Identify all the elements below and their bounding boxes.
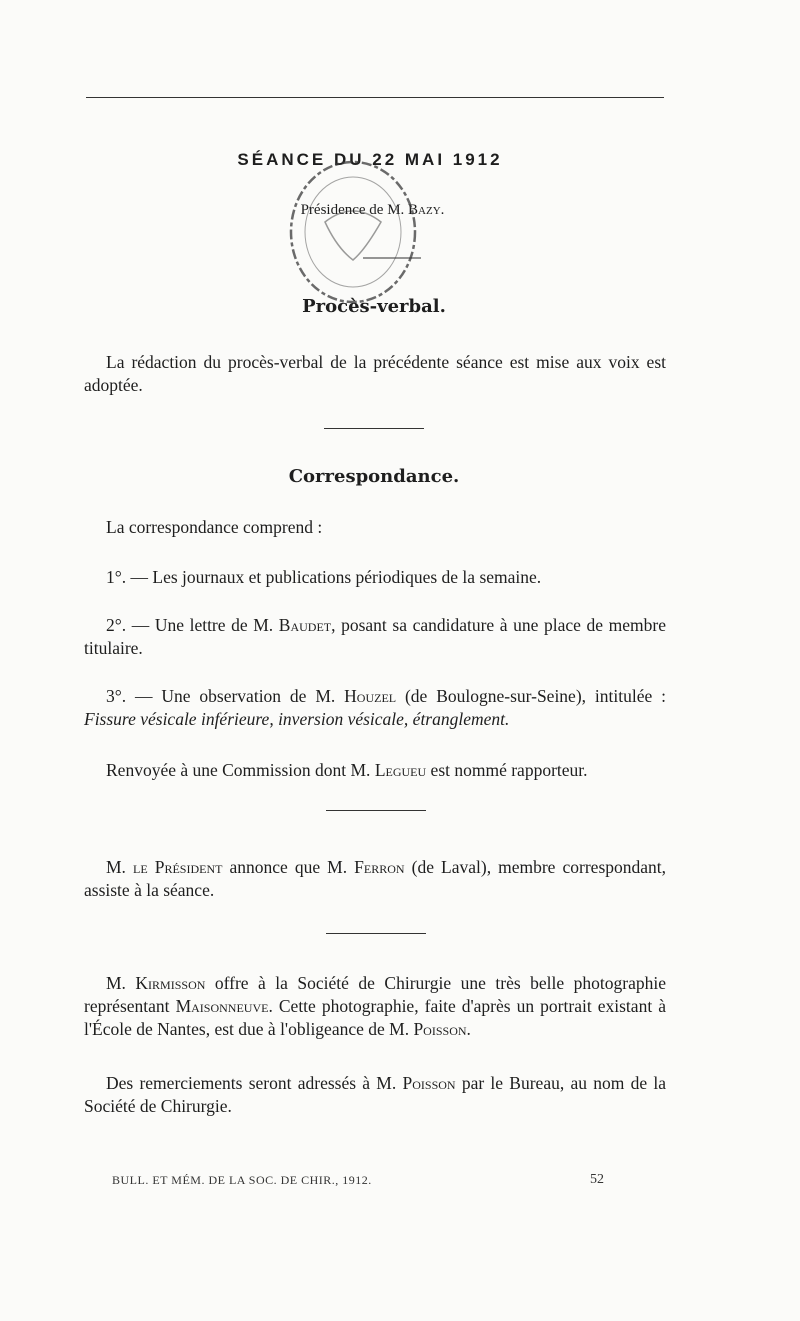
item3-text-b: (de Boulogne-sur-Seine), intitulée : bbox=[396, 686, 666, 706]
separator-rule bbox=[326, 933, 426, 934]
separator-rule bbox=[326, 810, 426, 811]
item2-text-b: , posant sa candidature à une place de membre titulaire. bbox=[84, 615, 666, 658]
page-number: 52 bbox=[590, 1172, 604, 1187]
name-ferron: Ferron bbox=[354, 857, 405, 877]
separator-rule bbox=[324, 428, 424, 429]
le-president: le Président bbox=[133, 857, 223, 877]
name-baudet: Baudet bbox=[278, 615, 332, 635]
commission-text bbox=[84, 759, 666, 782]
seance-title: SÉANCE DU 22 MAI 1912 bbox=[237, 150, 503, 169]
footer-citation: BULL. ET MÉM. DE LA SOC. DE CHIR., 1912. bbox=[112, 1173, 372, 1187]
name-poisson-2: Poisson bbox=[402, 1073, 456, 1093]
annonce-text-a: M. bbox=[106, 857, 133, 877]
observation-title: Fissure vésicale inférieure, inversion vésicale, étranglement. bbox=[84, 709, 510, 729]
item2-text-a: 2°. — Une lettre de M. bbox=[106, 615, 279, 635]
correspondance-heading: Correspondance. bbox=[288, 466, 460, 487]
president-name: Bazy. bbox=[408, 202, 445, 218]
photo-text-d: . bbox=[466, 1019, 471, 1039]
name-legueu: Legueu bbox=[374, 760, 427, 780]
correspondance-intro: La correspondance comprend : bbox=[106, 517, 323, 537]
top-rule bbox=[86, 97, 664, 98]
annonce-text-b: annonce que M. bbox=[222, 857, 355, 877]
photographie-paragraph bbox=[84, 972, 666, 1041]
presidence-prefix: Présidence de M. bbox=[300, 202, 409, 218]
item3-text-a: 3°. — Une observation de M. bbox=[106, 686, 345, 706]
annonce-paragraph bbox=[84, 856, 666, 902]
photo-text-a: M. bbox=[106, 973, 136, 993]
item3-text-c: Renvoyée à une Commission dont M. bbox=[106, 760, 375, 780]
library-stamp-icon bbox=[285, 160, 421, 310]
correspondance-item-2 bbox=[84, 614, 666, 660]
correspondance-item-1: 1°. — Les journaux et publications périodiques de la semaine. bbox=[106, 567, 542, 587]
name-kirmisson: Kirmisson bbox=[135, 973, 206, 993]
item3-text-d: est nommé rapporteur. bbox=[426, 760, 588, 780]
annonce-text-c: (de Laval), membre correspondant, assiste à la séance. bbox=[84, 857, 667, 900]
photo-text-e: Des remerciements seront adressés à M. bbox=[106, 1073, 403, 1093]
photo-text-b: offre à la Société de Chirurgie une très belle photographie représentant bbox=[84, 973, 666, 1016]
proces-verbal-text: La rédaction du procès-verbal de la précédente séance est mise aux voix est adoptée. bbox=[84, 352, 666, 395]
photo-text-c: . Cette photographie, faite d'après un portrait existant à l'École de Nantes, est due à l'obligeance de M. bbox=[84, 996, 666, 1039]
name-maisonneuve: Maisonneuve bbox=[175, 996, 269, 1016]
remerciements-paragraph bbox=[84, 1072, 666, 1118]
name-houzel: Houzel bbox=[344, 686, 397, 706]
photo-text-f: par le Bureau, au nom de la Société de Chirurgie. bbox=[84, 1073, 666, 1116]
proces-verbal-heading: Procès-verbal. bbox=[302, 296, 446, 317]
name-poisson: Poisson bbox=[413, 1019, 467, 1039]
correspondance-item-3 bbox=[84, 685, 666, 731]
